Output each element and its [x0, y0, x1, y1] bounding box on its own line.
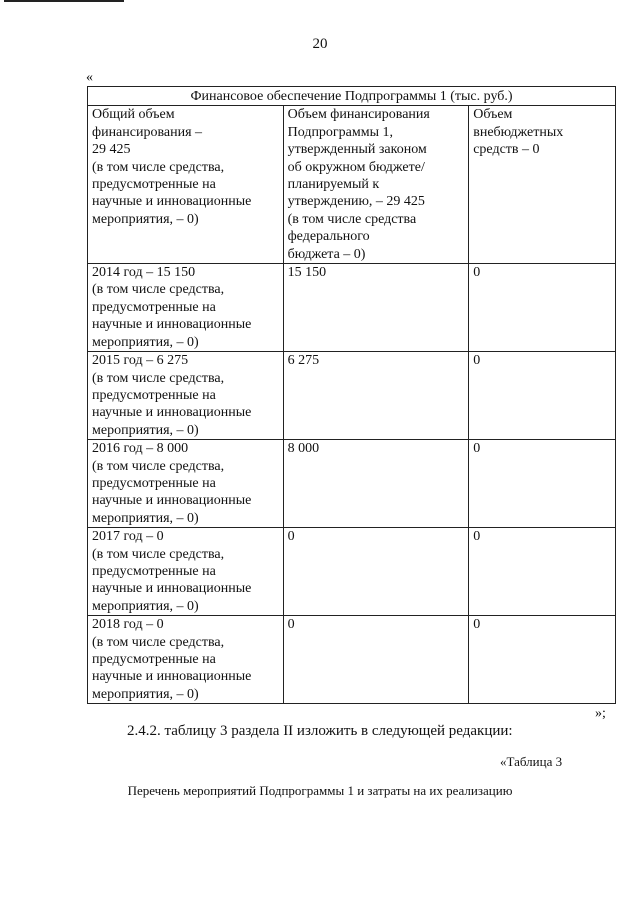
table-columns-row [88, 106, 616, 264]
column-budget-financing: Объем финансирования Подпрограммы 1, утвержденный законом об окружном бюджете/ планируемый к утверждению, – 29 425 (в том числе средства федерального бюджета – 0) [283, 106, 469, 264]
top-rule [4, 0, 124, 2]
row-year-cell: 2016 год – 8 000 (в том числе средства, предусмотренные на научные и инновационные мероприятия, – 0) [88, 440, 284, 528]
table-header-row [88, 87, 616, 106]
row-year-cell: 2014 год – 15 150 (в том числе средства, предусмотренные на научные и инновационные мероприятия, – 0) [88, 264, 284, 352]
table-row [88, 616, 616, 704]
row-year-cell: 2018 год – 0 (в том числе средства, предусмотренные на научные и инновационные мероприятия, – 0) [88, 616, 284, 704]
table-header: Финансовое обеспечение Подпрограммы 1 (тыс. руб.) [88, 87, 616, 106]
column-total-financing: Общий объем финансирования – 29 425 (в том числе средства, предусмотренные на научные и инновационные мероприятия, – 0) [88, 106, 284, 264]
row-budget-cell: 6 275 [283, 352, 469, 440]
row-budget-cell: 15 150 [283, 264, 469, 352]
table-label: «Таблица 3 [500, 754, 563, 769]
row-extra-cell: 0 [469, 264, 616, 352]
row-extra-cell: 0 [469, 352, 616, 440]
table-row [88, 440, 616, 528]
page-number: 20 [312, 36, 328, 52]
measures-list-title: Перечень мероприятий Подпрограммы 1 и затраты на их реализацию [127, 783, 513, 798]
open-quote: « [86, 70, 93, 85]
financing-table [87, 86, 616, 704]
row-budget-cell: 0 [283, 528, 469, 616]
row-budget-cell: 0 [283, 616, 469, 704]
close-quote: »; [595, 706, 606, 721]
amendment-instruction: 2.4.2. таблицу 3 раздела II изложить в следующей редакции: [127, 723, 513, 739]
row-extra-cell: 0 [469, 528, 616, 616]
table-row [88, 264, 616, 352]
row-extra-cell: 0 [469, 616, 616, 704]
column-extrabudgetary: Объем внебюджетных средств – 0 [469, 106, 616, 264]
row-year-cell: 2015 год – 6 275 (в том числе средства, предусмотренные на научные и инновационные мероприятия, – 0) [88, 352, 284, 440]
row-budget-cell: 8 000 [283, 440, 469, 528]
row-year-cell: 2017 год – 0 (в том числе средства, предусмотренные на научные и инновационные мероприятия, – 0) [88, 528, 284, 616]
row-extra-cell: 0 [469, 440, 616, 528]
table-row [88, 528, 616, 616]
table-row [88, 352, 616, 440]
